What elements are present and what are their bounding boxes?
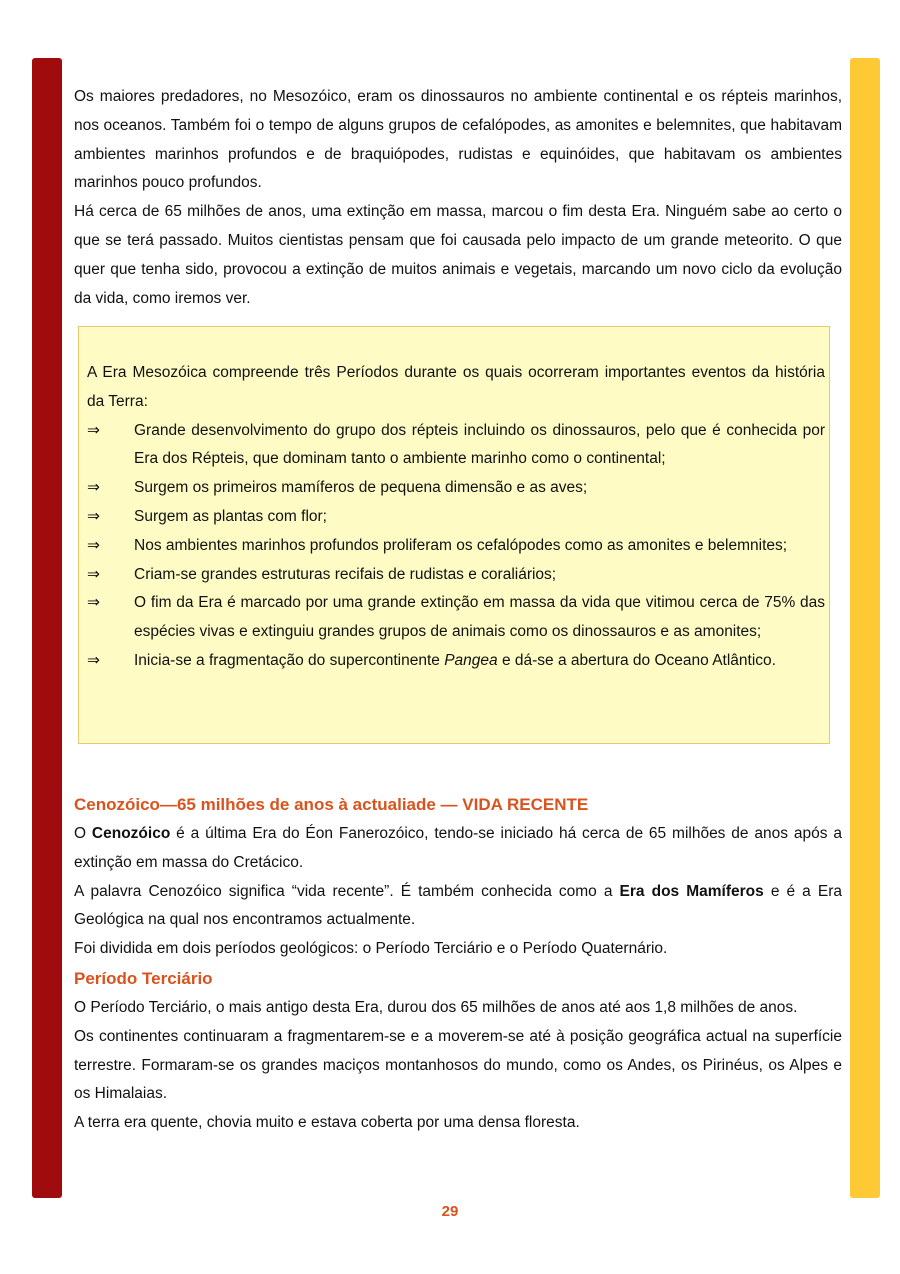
text-fragment: é a última Era do Éon Fanerozóico, tendo-se iniciado há cerca de 65 milhões de anos após a extinção em massa do Cretácico. xyxy=(74,825,842,871)
double-arrow-icon: ⇒ xyxy=(87,594,100,612)
cenozoic-paragraph-2 xyxy=(74,878,842,936)
double-arrow-icon: ⇒ xyxy=(87,421,100,439)
list-item xyxy=(87,503,825,532)
pangea-term: Pangea xyxy=(444,651,498,669)
list-item xyxy=(87,474,825,503)
list-item-text: Nos ambientes marinhos profundos proliferam os cefalópodes como as amonites e belemnites; xyxy=(134,536,788,554)
double-arrow-icon: ⇒ xyxy=(87,536,100,554)
right-decorative-stripe xyxy=(850,58,880,1198)
intro-section xyxy=(74,83,842,313)
list-item-text: Grande desenvolvimento do grupo dos répteis incluindo os dinossauros, pelo que é conhecida por Era dos Répteis, que dominam tanto o ambiente marinho como o continental; xyxy=(134,421,825,468)
text-fragment: O xyxy=(74,825,92,842)
list-item-text: Surgem os primeiros mamíferos de pequena dimensão e as aves; xyxy=(134,479,588,497)
tertiary-paragraph-2: Os continentes continuaram a fragmentarem-se e a moverem-se até à posição geográfica actual na superfície terrestre. Formaram-se os grandes maciços montanhosos do mundo, como os Andes, os Pirinéus, os Alpes e os Himalaias. xyxy=(74,1027,842,1103)
double-arrow-icon: ⇒ xyxy=(87,479,100,497)
double-arrow-icon: ⇒ xyxy=(87,565,100,583)
box-lead-text: A Era Mesozóica compreende três Períodos durante os quais ocorreram importantes eventos da história da Terra: xyxy=(87,364,825,410)
list-item xyxy=(87,417,825,475)
text-fragment: e é a Era Geológica na qual nos encontramos actualmente. xyxy=(74,882,842,929)
double-arrow-icon: ⇒ xyxy=(87,651,100,669)
list-item-text xyxy=(134,647,825,676)
cenozoic-term: Cenozóico xyxy=(91,825,171,842)
mesozoic-events-list xyxy=(87,417,825,676)
intro-paragraph-2: Há cerca de 65 milhões de anos, uma extinção em massa, marcou o fim desta Era. Ninguém sabe ao certo o que se terá passado. Muitos cientistas pensam que foi causada pelo impacto de um grande meteorito. O que quer que tenha sido, provocou a extinção de muitos animais e vegetais, marcando um novo ciclo da evolução da vida, como iremos ver. xyxy=(74,203,842,307)
pangea-text-after: e dá-se a abertura do Oceano Atlântico. xyxy=(497,651,776,669)
left-decorative-stripe xyxy=(32,58,62,1198)
list-item-text: Surgem as plantas com flor; xyxy=(134,507,327,525)
pangea-text-before: Inicia-se a fragmentação do supercontinente xyxy=(134,651,445,669)
tertiary-heading: Período Terciário xyxy=(74,968,213,988)
list-item xyxy=(87,647,825,676)
list-item-text: O fim da Era é marcado por uma grande extinção em massa da vida que vitimou cerca de 75% das espécies vivas e extinguiu grandes grupos de animais como os dinossauros e as amonites; xyxy=(134,594,825,641)
cenozoic-heading: Cenozóico—65 milhões de anos à actualiade — VIDA RECENTE xyxy=(74,795,589,814)
cenozoic-section xyxy=(74,790,842,1138)
mesozoic-summary-box xyxy=(78,326,830,744)
tertiary-paragraph-1: O Período Terciário, o mais antigo desta Era, durou dos 65 milhões de anos até aos 1,8 milhões de anos. xyxy=(74,998,798,1016)
cenozoic-paragraph-3: Foi dividida em dois períodos geológicos: o Período Terciário e o Período Quaternário. xyxy=(74,940,668,958)
text-fragment: A palavra Cenozóico significa “vida recente”. É também conhecida como a xyxy=(74,882,620,900)
list-item xyxy=(87,561,825,590)
list-item xyxy=(87,532,825,561)
double-arrow-icon: ⇒ xyxy=(87,507,100,525)
list-item-text: Criam-se grandes estruturas recifais de rudistas e coraliários; xyxy=(134,565,557,583)
tertiary-paragraph-3: A terra era quente, chovia muito e estava coberta por uma densa floresta. xyxy=(74,1114,580,1132)
intro-paragraph-1: Os maiores predadores, no Mesozóico, eram os dinossauros no ambiente continental e os répteis marinhos, nos oceanos. Também foi o tempo de alguns grupos de cefalópodes, as amonites e belemnites, que habitavam ambientes marinhos profundos e de braquiópodes, rudistas e equinóides, que habitavam os ambientes marinhos pouco profundos. xyxy=(74,88,842,192)
list-item xyxy=(87,589,825,647)
page-number: 29 xyxy=(441,1203,459,1220)
cenozoic-paragraph-1 xyxy=(74,820,842,878)
mammals-era-term: Era dos Mamíferos xyxy=(619,882,764,900)
